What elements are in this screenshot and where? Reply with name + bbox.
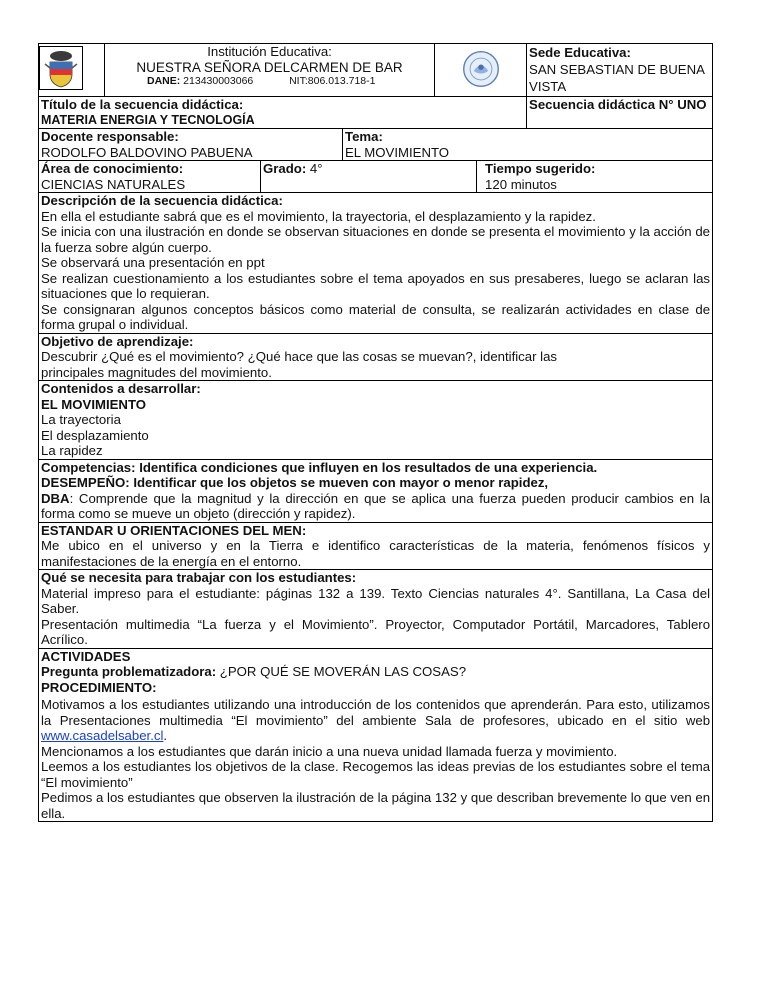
coat-of-arms-cell: [39, 44, 105, 97]
dba-paragraph: [41, 491, 710, 522]
grade-label: Grado:: [263, 161, 307, 176]
objective-row: [39, 333, 713, 381]
objective-label: Objetivo de aprendizaje:: [41, 333, 194, 349]
performance-line: DESEMPEÑO: Identificar que los objetos se mueven con mayor o menor rapidez,: [41, 475, 549, 490]
objective-line1: Descubrir ¿Qué es el movimiento? ¿Qué hace que las cosas se muevan?, identificar las: [41, 349, 558, 364]
school-logo-icon: [461, 49, 501, 89]
teacher-cell: [39, 129, 343, 161]
question-label: Pregunta problematizadora:: [41, 664, 217, 679]
description-label: Descripción de la secuencia didáctica:: [41, 193, 283, 208]
competencies-line: Competencias: Identifica condiciones que influyen en los resultados de una experiencia.: [41, 459, 598, 475]
activities-p1-text: Motivamos a los estudiantes utilizando una introducción de los contenidos que aprenderán. Para esto, utilizamos la Presentaciones multimedia “El movimiento” del ambiente Sala de profesores, ubicado en el sitio web: [41, 697, 711, 728]
contents-row: [39, 381, 713, 460]
site-cell: [527, 44, 713, 97]
standard-cell: [39, 522, 713, 570]
sequence-title-label: Título de la secuencia didáctica:: [41, 97, 244, 112]
title-row: [39, 97, 713, 129]
time-label: Tiempo sugerido:: [485, 161, 596, 176]
area-value: CIENCIAS NATURALES: [41, 176, 186, 192]
contents-cell: [39, 381, 713, 460]
question-text: ¿POR QUÉ SE MOVERÁN LAS COSAS?: [216, 664, 467, 679]
teacher-row: [39, 129, 713, 161]
description-p5: Se consignaran algunos conceptos básicos como material de consulta, se realizarán actividades en clase de forma grupal o individual.: [41, 301, 711, 332]
institution-label: Institución Educativa:: [207, 44, 332, 59]
lesson-plan-table: [38, 43, 713, 822]
activities-p3: Leemos a los estudiantes los objetivos de la clase. Recogemos las ideas previas de los estudiantes sobre el tema “El movimiento”: [41, 759, 711, 790]
contents-item: La trayectoria: [41, 412, 121, 427]
dane-value: 213430003066: [183, 75, 254, 87]
area-cell: [39, 161, 261, 193]
needs-p2: Presentación multimedia “La fuerza y el Movimiento”. Proyector, Computador Portátil, Marcadores, Tablero Acrílico.: [41, 616, 711, 647]
school-logo-cell: [435, 44, 527, 97]
contents-item: La rapidez: [41, 443, 103, 458]
description-row: [39, 193, 713, 334]
casadelsaber-link[interactable]: www.casadelsaber.cl: [41, 728, 164, 743]
activities-p2: Mencionamos a los estudiantes que darán inicio a una nueva unidad llamada fuerza y movimiento.: [41, 743, 618, 759]
objective-cell: [39, 333, 713, 381]
header-row: [39, 44, 713, 97]
sequence-title-value: MATERIA ENERGIA Y TECNOLOGÍA: [41, 112, 255, 127]
activities-cell: [39, 648, 713, 822]
activities-p1: [41, 697, 710, 744]
description-p2: Se inicia con una ilustración en donde se observan situaciones en donde se presenta el movimiento y la acción de la fuerza sobre algún cuerpo.: [41, 224, 711, 255]
sequence-title-cell: [39, 97, 527, 129]
objective-line2: principales magnitudes del movimiento.: [41, 364, 272, 380]
dane-label: DANE:: [147, 75, 181, 87]
site-name-line1: SAN SEBASTIAN DE BUENA: [529, 62, 705, 77]
guiding-question: [41, 664, 710, 680]
dba-label: DBA: [41, 490, 70, 506]
needs-p1: Material impreso para el estudiante: páginas 132 a 139. Texto Ciencias naturales 4°. Santillana, La Casa del Saber.: [41, 585, 711, 616]
description-p3: Se observará una presentación en ppt: [41, 255, 265, 270]
coat-of-arms-icon: [39, 46, 83, 90]
competencies-cell: [39, 459, 713, 522]
topic-label: Tema:: [345, 129, 383, 144]
institution-cell: [105, 44, 435, 97]
time-cell: [477, 161, 713, 193]
topic-cell: [343, 129, 713, 161]
needs-cell: [39, 570, 713, 649]
contents-label: Contenidos a desarrollar:: [41, 381, 201, 396]
dba-text: : Comprende que la magnitud y la dirección en que se aplica una fuerza pueden producir cambios en la forma como se mueve un objeto (dirección y rapidez).: [41, 490, 711, 521]
standard-text: Me ubico en el universo y en la Tierra e identifico características de la materia, fenómenos físicos y manifestaciones de la energía en el entorno.: [41, 538, 711, 569]
activities-row: [39, 648, 713, 822]
sequence-number-label: Secuencia didáctica N° UNO: [529, 97, 707, 112]
sequence-number-cell: [527, 97, 713, 129]
competencies-row: [39, 459, 713, 522]
description-p4: Se realizan cuestionamiento a los estudiantes sobre el tema apoyados en sus presaberes, luego se aclaran las situaciones que lo requieran.: [41, 270, 711, 301]
activities-p4: Pedimos a los estudiantes que observen la ilustración de la página 132 y que describan brevemente lo que ven en ella.: [41, 790, 711, 821]
contents-item: El desplazamiento: [41, 427, 149, 443]
topic-value: EL MOVIMIENTO: [345, 144, 450, 160]
document-page: [38, 43, 712, 822]
contents-title: EL MOVIMIENTO: [41, 396, 147, 412]
nit-value: NIT:806.013.718-1: [289, 75, 376, 87]
time-value: 120 minutos: [485, 176, 557, 192]
site-label: Sede Educativa:: [529, 45, 631, 60]
teacher-label: Docente responsable:: [41, 129, 179, 144]
site-name-line2: VISTA: [529, 79, 567, 94]
area-label: Área de conocimiento:: [41, 161, 184, 176]
grade-value: 4°: [309, 161, 323, 176]
needs-row: [39, 570, 713, 649]
standard-row: [39, 522, 713, 570]
area-row: [39, 161, 713, 193]
standard-label: ESTANDAR U ORIENTACIONES DEL MEN:: [41, 522, 307, 538]
procedure-label: PROCEDIMIENTO:: [41, 679, 157, 695]
activities-label: ACTIVIDADES: [41, 648, 131, 664]
activities-p1-end: .: [163, 728, 168, 743]
needs-label: Qué se necesita para trabajar con los estudiantes:: [41, 570, 357, 585]
grade-cell: [261, 161, 477, 193]
description-p1: En ella el estudiante sabrá que es el movimiento, la trayectoria, el desplazamiento y la rapidez.: [41, 208, 596, 224]
institution-name: NUESTRA SEÑORA DELCARMEN DE BAR: [136, 59, 403, 75]
teacher-name: RODOLFO BALDOVINO PABUENA: [41, 144, 253, 160]
description-cell: [39, 193, 713, 334]
